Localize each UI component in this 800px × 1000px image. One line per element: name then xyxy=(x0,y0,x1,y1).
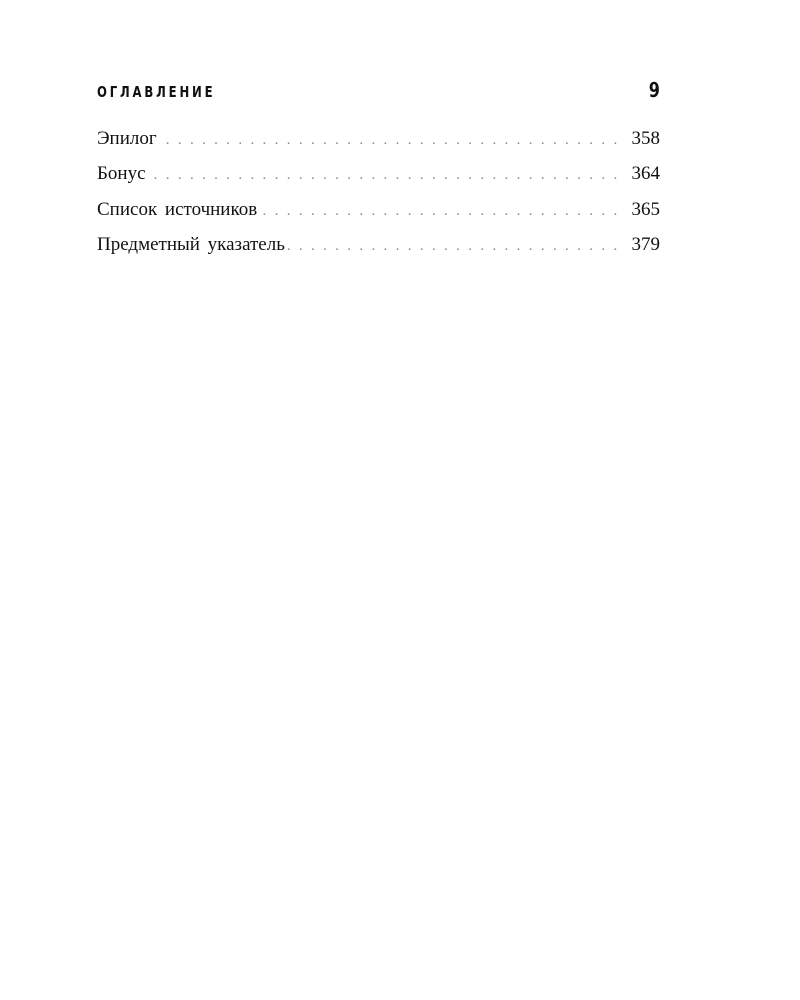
toc-entry-title: Эпилог xyxy=(97,128,157,149)
dot-leader xyxy=(159,125,620,155)
toc-entry-title: Список источников xyxy=(97,198,258,220)
table-of-contents xyxy=(97,124,660,265)
dot-leader xyxy=(259,196,619,226)
dot-leader xyxy=(148,160,620,190)
toc-entry-page: 358 xyxy=(631,128,660,149)
dot-leader xyxy=(287,231,620,261)
section-title: ОГЛАВЛЕНИЕ xyxy=(97,83,216,101)
toc-entry-title: Предметный указатель xyxy=(97,233,285,255)
running-head xyxy=(97,78,660,104)
toc-entry-sources xyxy=(97,195,660,230)
toc-entry-title: Бонус xyxy=(97,163,146,185)
toc-entry-page: 379 xyxy=(631,233,660,255)
toc-entry-bonus xyxy=(97,159,660,194)
toc-entry-page: 364 xyxy=(631,163,660,185)
toc-entry-index xyxy=(97,230,660,265)
toc-entry-epilogue xyxy=(97,124,660,159)
toc-entry-page: 365 xyxy=(631,198,660,220)
page-number: 9 xyxy=(648,78,660,102)
